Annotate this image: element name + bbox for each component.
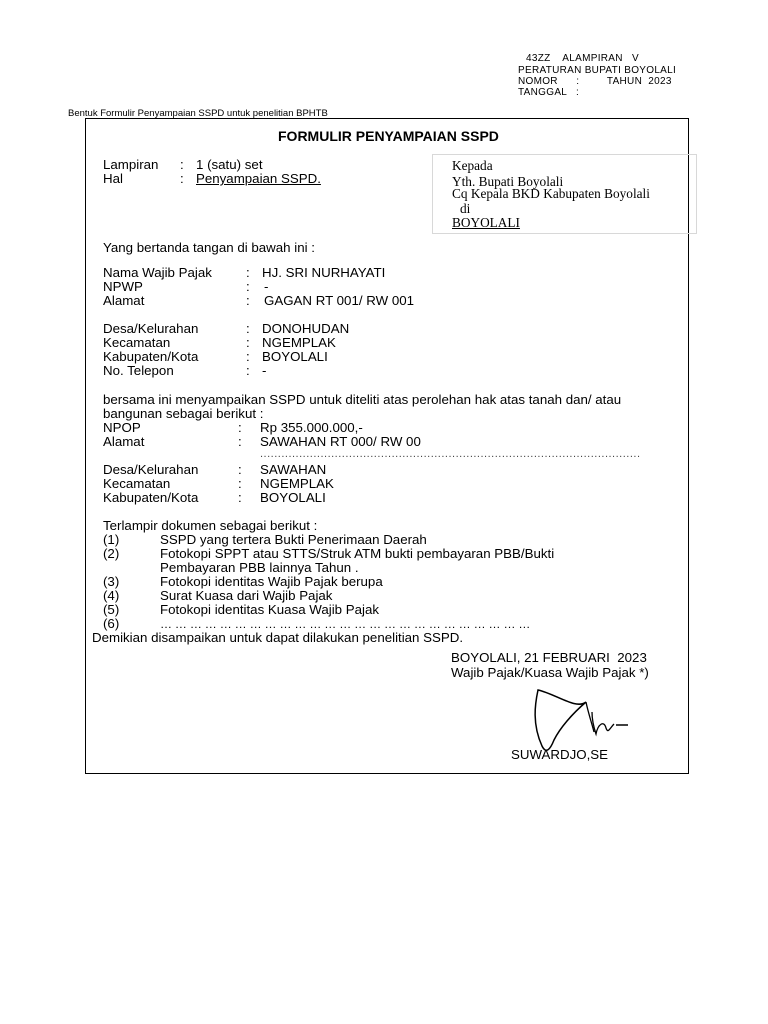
header-appendix-line: 43ZZ ALAMPIRAN V <box>526 53 639 64</box>
attachment-text: Fotokopi SPPT atau STTS/Struk ATM bukti pembayaran PBB/Bukti <box>160 546 555 561</box>
attachment-text-continued: Pembayaran PBB lainnya Tahun . <box>160 560 359 575</box>
property-address-dotted-line: ........................................................................................................... <box>260 448 641 460</box>
recipient-city: BOYOLALI <box>452 215 520 230</box>
attachment-number: (1) <box>103 532 120 547</box>
property-village-sep: : <box>238 462 242 477</box>
attachment-number: (5) <box>103 602 120 617</box>
header-regulation-line: PERATURAN BUPATI BOYOLALI <box>518 65 677 76</box>
intro-text: Yang bertanda tangan di bawah ini : <box>103 240 315 255</box>
attachment-number: (2) <box>103 546 120 561</box>
property-npop-label: NPOP <box>103 420 141 435</box>
closing-text: Demikian disampaikan untuk dapat dilakukan penelitian SSPD. <box>92 630 464 645</box>
attachment-number: (4) <box>103 588 120 603</box>
taxpayer-village-value: DONOHUDAN <box>262 321 350 336</box>
taxpayer-npwp-sep: : <box>246 279 250 294</box>
property-village-value: SAWAHAN <box>260 462 327 477</box>
hal-label: Hal <box>103 171 123 186</box>
header-date-line: TANGGAL : <box>518 87 580 98</box>
taxpayer-name-label: Nama Wajib Pajak <box>103 265 212 280</box>
taxpayer-name-value: HJ. SRI NURHAYATI <box>262 265 386 280</box>
attachments-intro: Terlampir dokumen sebagai berikut : <box>103 518 318 533</box>
signer-role: Wajib Pajak/Kuasa Wajib Pajak *) <box>451 665 649 680</box>
recipient-cq: Cq Kepala BKD Kabupaten Boyolali <box>452 186 650 201</box>
statement-line-2: bangunan sebagai berikut : <box>103 406 264 421</box>
place-date: BOYOLALI, 21 FEBRUARI 2023 <box>451 650 647 665</box>
attachment-number: (3) <box>103 574 120 589</box>
property-address-sep: : <box>238 434 242 449</box>
taxpayer-district-label: Kecamatan <box>103 335 171 350</box>
taxpayer-regency-sep: : <box>246 349 250 364</box>
property-npop-sep: : <box>238 420 242 435</box>
taxpayer-address-sep: : <box>246 293 250 308</box>
property-npop-value: Rp 355.000.000,- <box>260 420 363 435</box>
hal-value: Penyampaian SSPD. <box>196 171 321 186</box>
taxpayer-address-value: GAGAN RT 001/ RW 001 <box>264 293 415 308</box>
header-number-line: NOMOR : TAHUN 2023 <box>518 76 672 87</box>
taxpayer-phone-value: - <box>262 363 267 378</box>
attachment-text: SSPD yang tertera Bukti Penerimaan Daerah <box>160 532 427 547</box>
taxpayer-district-value: NGEMPLAK <box>262 335 336 350</box>
taxpayer-phone-label: No. Telepon <box>103 363 174 378</box>
taxpayer-npwp-value: - <box>264 279 269 294</box>
hal-sep: : <box>180 171 184 186</box>
statement-line-1: bersama ini menyampaikan SSPD untuk diteliti atas perolehan hak atas tanah dan/ atau <box>103 392 622 407</box>
taxpayer-npwp-label: NPWP <box>103 279 143 294</box>
taxpayer-address-label: Alamat <box>103 293 145 308</box>
property-regency-label: Kabupaten/Kota <box>103 490 199 505</box>
lampiran-value: 1 (satu) set <box>196 157 263 172</box>
taxpayer-regency-value: BOYOLALI <box>262 349 328 364</box>
property-regency-value: BOYOLALI <box>260 490 326 505</box>
property-regency-sep: : <box>238 490 242 505</box>
property-village-label: Desa/Kelurahan <box>103 462 199 477</box>
recipient-kepada: Kepada <box>452 158 493 173</box>
property-district-value: NGEMPLAK <box>260 476 334 491</box>
property-address-label: Alamat <box>103 434 145 449</box>
signer-name: SUWARDJO,SE <box>511 747 609 762</box>
property-district-label: Kecamatan <box>103 476 171 491</box>
recipient-yth: Yth. Bupati Boyolali <box>452 174 564 189</box>
property-district-sep: : <box>238 476 242 491</box>
attachment-number: (6) <box>103 616 120 631</box>
taxpayer-phone-sep: : <box>246 363 250 378</box>
taxpayer-district-sep: : <box>246 335 250 350</box>
property-address-value: SAWAHAN RT 000/ RW 00 <box>260 434 421 449</box>
taxpayer-village-label: Desa/Kelurahan <box>103 321 199 336</box>
lampiran-label: Lampiran <box>103 157 159 172</box>
attachment-text: Fotokopi identitas Kuasa Wajib Pajak <box>160 602 380 617</box>
taxpayer-village-sep: : <box>246 321 250 336</box>
attachment-text-dotted: … … … … … … … … … … … … … … … … … … … … … … … … … <box>160 617 531 631</box>
form-subtitle: Bentuk Formulir Penyampaian SSPD untuk penelitian BPHTB <box>68 108 328 119</box>
attachment-text: Surat Kuasa dari Wajib Pajak <box>160 588 333 603</box>
form-title: FORMULIR PENYAMPAIAN SSPD <box>278 128 499 144</box>
taxpayer-name-sep: : <box>246 265 250 280</box>
taxpayer-regency-label: Kabupaten/Kota <box>103 349 199 364</box>
recipient-di: di <box>460 201 471 216</box>
attachment-text: Fotokopi identitas Wajib Pajak berupa <box>160 574 383 589</box>
lampiran-sep: : <box>180 157 184 172</box>
